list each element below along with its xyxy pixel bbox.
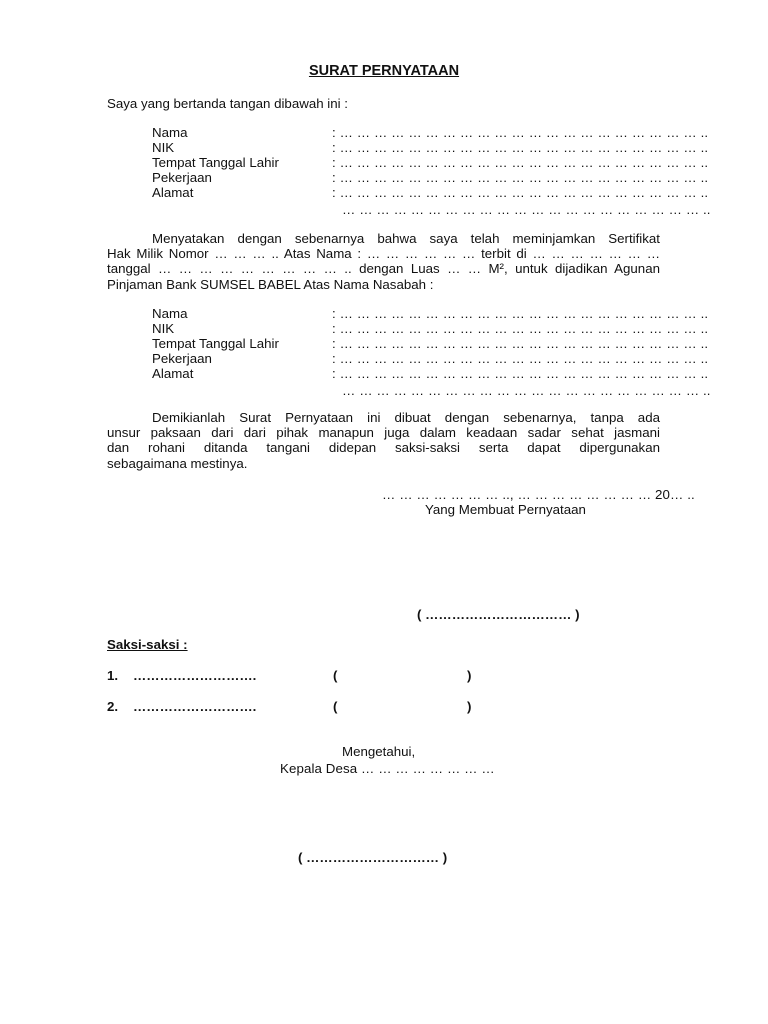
statement-line: Pinjaman Bank SUMSEL BABEL Atas Nama Nasabah : <box>107 276 434 292</box>
place-date[interactable]: … … … … … … … .., … … … … … … … … 20… .. <box>382 487 695 502</box>
field-value-address-cont[interactable]: … … … … … … … … … … … … … … … … … … … … … .. <box>342 383 715 398</box>
field-value-address[interactable]: : … … … … … … … … … … … … … … … … … … … … … .. <box>332 185 709 200</box>
field-value-job[interactable]: : … … … … … … … … … … … … … … … … … … … … … .. <box>332 351 709 366</box>
field-label-birth: Tempat Tanggal Lahir <box>152 155 279 170</box>
village-head-label[interactable]: Kepala Desa … … … … … … … … <box>280 761 495 776</box>
signer-label: Yang Membuat Pernyataan <box>425 502 586 517</box>
field-value-nik[interactable]: : … … … … … … … … … … … … … … … … … … … … … .. <box>332 140 709 155</box>
witness-name[interactable]: ………………………. <box>133 699 257 714</box>
statement-line: Menyatakan dengan sebenarnya bahwa saya telah meminjamkan Sertifikat <box>152 231 660 246</box>
field-label-nik: NIK <box>152 321 175 336</box>
witness-number: 2. <box>107 699 119 714</box>
witness-name[interactable]: ………………………. <box>133 668 257 683</box>
witness-heading: Saksi-saksi : <box>107 637 188 652</box>
field-label-name: Nama <box>152 306 188 321</box>
field-value-name[interactable]: : … … … … … … … … … … … … … … … … … … … … … .. <box>332 306 709 321</box>
witness-signature-close: ) <box>467 699 472 714</box>
intro-text: Saya yang bertanda tangan dibawah ini : <box>107 96 348 111</box>
closing-line: Demikianlah Surat Pernyataan ini dibuat dengan sebenarnya, tanpa ada <box>152 410 660 425</box>
field-label-address: Alamat <box>152 185 194 200</box>
closing-line: sebagaimana mestinya. <box>107 455 248 471</box>
closing-paragraph <box>107 410 660 471</box>
witness-signature-close: ) <box>467 668 472 683</box>
field-value-birth[interactable]: : … … … … … … … … … … … … … … … … … … … … … .. <box>332 336 709 351</box>
field-label-birth: Tempat Tanggal Lahir <box>152 336 279 351</box>
field-label-name: Nama <box>152 125 188 140</box>
field-value-name[interactable]: : … … … … … … … … … … … … … … … … … … … … … .. <box>332 125 709 140</box>
village-head-name[interactable]: ( ………………………… ) <box>298 850 448 865</box>
acknowledge-label: Mengetahui, <box>342 744 416 759</box>
closing-line: unsur paksaan dari dari pihak manapun juga dalam keadaan sadar sehat jasmani <box>107 425 660 441</box>
field-label-nik: NIK <box>152 140 175 155</box>
document-title: SURAT PERNYATAAN <box>308 63 460 79</box>
field-label-address: Alamat <box>152 366 194 381</box>
statement-paragraph <box>107 231 660 292</box>
closing-line: dan rohani ditanda tangani didepan saksi-saksi serta dapat dipergunakan <box>107 440 660 456</box>
field-label-job: Pekerjaan <box>152 170 212 185</box>
field-label-job: Pekerjaan <box>152 351 212 366</box>
signer-name[interactable]: ( …………………………… ) <box>417 607 580 622</box>
field-value-nik[interactable]: : … … … … … … … … … … … … … … … … … … … … … .. <box>332 321 709 336</box>
statement-line: tanggal … … … … … … … … … .. dengan Luas … … M², untuk dijadikan Agunan <box>107 261 660 277</box>
statement-line: Hak Milik Nomor … … … .. Atas Nama : … … … … … … terbit di … … … … … … … <box>107 246 660 262</box>
field-value-job[interactable]: : … … … … … … … … … … … … … … … … … … … … … .. <box>332 170 709 185</box>
witness-signature-open: ( <box>333 699 338 714</box>
field-value-address[interactable]: : … … … … … … … … … … … … … … … … … … … … … .. <box>332 366 709 381</box>
field-value-birth[interactable]: : … … … … … … … … … … … … … … … … … … … … … .. <box>332 155 709 170</box>
field-value-address-cont[interactable]: … … … … … … … … … … … … … … … … … … … … … .. <box>342 202 715 217</box>
witness-signature-open: ( <box>333 668 338 683</box>
witness-number: 1. <box>107 668 119 683</box>
